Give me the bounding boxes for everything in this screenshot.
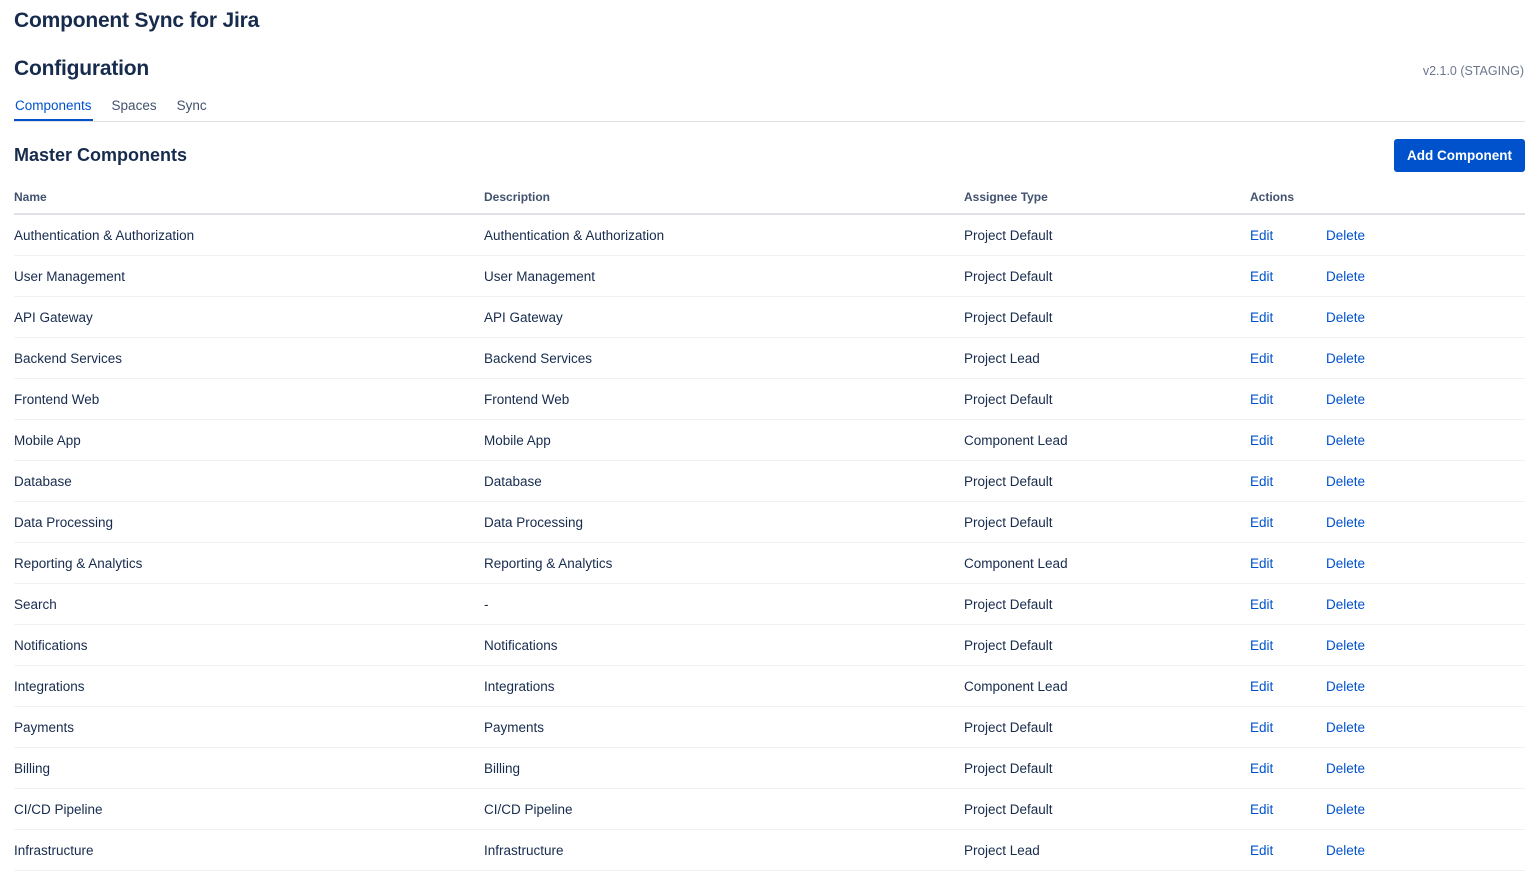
app-title: Component Sync for Jira <box>14 9 260 32</box>
column-header-description: Description <box>484 190 964 214</box>
delete-link[interactable]: Delete <box>1326 228 1366 243</box>
edit-link[interactable]: Edit <box>1250 515 1274 530</box>
components-table <box>14 190 1525 871</box>
table-row <box>14 502 1525 543</box>
delete-link[interactable]: Delete <box>1326 802 1366 817</box>
delete-link[interactable]: Delete <box>1326 556 1366 571</box>
cell-name: API Gateway <box>14 297 484 338</box>
cell-actions <box>1250 502 1525 543</box>
cell-description: Data Processing <box>484 502 964 543</box>
table-row <box>14 338 1525 379</box>
table-row <box>14 461 1525 502</box>
cell-actions <box>1250 748 1525 789</box>
edit-link[interactable]: Edit <box>1250 351 1274 366</box>
cell-description: Billing <box>484 748 964 789</box>
cell-name: User Management <box>14 256 484 297</box>
cell-assignee-type: Project Default <box>964 748 1250 789</box>
edit-link[interactable]: Edit <box>1250 433 1274 448</box>
cell-actions <box>1250 666 1525 707</box>
cell-name: CI/CD Pipeline <box>14 789 484 830</box>
cell-name: Authentication & Authorization <box>14 214 484 256</box>
cell-name: Infrastructure <box>14 830 484 871</box>
cell-assignee-type: Project Default <box>964 256 1250 297</box>
delete-link[interactable]: Delete <box>1326 269 1366 284</box>
delete-link[interactable]: Delete <box>1326 392 1366 407</box>
delete-link[interactable]: Delete <box>1326 474 1366 489</box>
cell-assignee-type: Project Default <box>964 584 1250 625</box>
cell-description: CI/CD Pipeline <box>484 789 964 830</box>
table-row <box>14 707 1525 748</box>
delete-link[interactable]: Delete <box>1326 351 1366 366</box>
cell-description: Payments <box>484 707 964 748</box>
cell-assignee-type: Project Lead <box>964 338 1250 379</box>
cell-description: API Gateway <box>484 297 964 338</box>
table-row <box>14 748 1525 789</box>
cell-actions <box>1250 297 1525 338</box>
edit-link[interactable]: Edit <box>1250 761 1274 776</box>
tab-spaces[interactable]: Spaces <box>111 98 158 121</box>
cell-description: Infrastructure <box>484 830 964 871</box>
edit-link[interactable]: Edit <box>1250 843 1274 858</box>
cell-name: Frontend Web <box>14 379 484 420</box>
cell-actions <box>1250 543 1525 584</box>
cell-actions <box>1250 789 1525 830</box>
table-row <box>14 625 1525 666</box>
table-row <box>14 543 1525 584</box>
column-header-assignee-type: Assignee Type <box>964 190 1250 214</box>
delete-link[interactable]: Delete <box>1326 761 1366 776</box>
cell-name: Data Processing <box>14 502 484 543</box>
cell-actions <box>1250 338 1525 379</box>
cell-actions <box>1250 214 1525 256</box>
table-row <box>14 379 1525 420</box>
cell-description: Authentication & Authorization <box>484 214 964 256</box>
edit-link[interactable]: Edit <box>1250 310 1274 325</box>
edit-link[interactable]: Edit <box>1250 638 1274 653</box>
cell-assignee-type: Component Lead <box>964 543 1250 584</box>
delete-link[interactable]: Delete <box>1326 720 1366 735</box>
delete-link[interactable]: Delete <box>1326 310 1366 325</box>
cell-actions <box>1250 707 1525 748</box>
configuration-header <box>14 57 1525 81</box>
version-label: v2.1.0 (STAGING) <box>1422 64 1524 78</box>
cell-assignee-type: Project Default <box>964 297 1250 338</box>
cell-assignee-type: Project Lead <box>964 830 1250 871</box>
cell-name: Database <box>14 461 484 502</box>
edit-link[interactable]: Edit <box>1250 474 1274 489</box>
cell-description: Frontend Web <box>484 379 964 420</box>
cell-name: Payments <box>14 707 484 748</box>
cell-description: Integrations <box>484 666 964 707</box>
edit-link[interactable]: Edit <box>1250 269 1274 284</box>
edit-link[interactable]: Edit <box>1250 392 1274 407</box>
cell-description: User Management <box>484 256 964 297</box>
table-row <box>14 830 1525 871</box>
cell-assignee-type: Component Lead <box>964 420 1250 461</box>
delete-link[interactable]: Delete <box>1326 515 1366 530</box>
cell-actions <box>1250 584 1525 625</box>
cell-assignee-type: Project Default <box>964 379 1250 420</box>
cell-name: Reporting & Analytics <box>14 543 484 584</box>
cell-description: Database <box>484 461 964 502</box>
cell-assignee-type: Project Default <box>964 625 1250 666</box>
table-head <box>14 190 1525 214</box>
table-row <box>14 214 1525 256</box>
cell-name: Backend Services <box>14 338 484 379</box>
edit-link[interactable]: Edit <box>1250 228 1274 243</box>
cell-name: Mobile App <box>14 420 484 461</box>
cell-actions <box>1250 256 1525 297</box>
page-root <box>0 9 1539 871</box>
table-row <box>14 666 1525 707</box>
cell-assignee-type: Component Lead <box>964 666 1250 707</box>
section-title: Master Components <box>14 145 188 165</box>
cell-actions <box>1250 461 1525 502</box>
table-row <box>14 297 1525 338</box>
tab-components[interactable]: Components <box>14 98 93 121</box>
cell-actions <box>1250 830 1525 871</box>
edit-link[interactable]: Edit <box>1250 679 1274 694</box>
cell-name: Notifications <box>14 625 484 666</box>
cell-name: Search <box>14 584 484 625</box>
cell-assignee-type: Project Default <box>964 214 1250 256</box>
table-body <box>14 214 1525 871</box>
section-header <box>14 139 1525 172</box>
edit-link[interactable]: Edit <box>1250 556 1274 571</box>
cell-name: Billing <box>14 748 484 789</box>
tab-bar <box>14 98 1525 122</box>
table-row <box>14 789 1525 830</box>
delete-link[interactable]: Delete <box>1326 843 1366 858</box>
cell-assignee-type: Project Default <box>964 502 1250 543</box>
delete-link[interactable]: Delete <box>1326 433 1366 448</box>
page-title: Configuration <box>14 57 150 80</box>
column-header-actions: Actions <box>1250 190 1525 214</box>
cell-assignee-type: Project Default <box>964 707 1250 748</box>
cell-description: Reporting & Analytics <box>484 543 964 584</box>
column-header-name: Name <box>14 190 484 214</box>
delete-link[interactable]: Delete <box>1326 638 1366 653</box>
cell-actions <box>1250 379 1525 420</box>
cell-description: Backend Services <box>484 338 964 379</box>
table-header-row <box>14 190 1525 214</box>
table-row <box>14 256 1525 297</box>
edit-link[interactable]: Edit <box>1250 802 1274 817</box>
cell-description: - <box>484 584 964 625</box>
cell-description: Notifications <box>484 625 964 666</box>
tab-sync[interactable]: Sync <box>176 98 208 121</box>
add-component-button[interactable]: Add Component <box>1394 139 1525 172</box>
cell-assignee-type: Project Default <box>964 789 1250 830</box>
cell-actions <box>1250 625 1525 666</box>
delete-link[interactable]: Delete <box>1326 679 1366 694</box>
cell-assignee-type: Project Default <box>964 461 1250 502</box>
cell-actions <box>1250 420 1525 461</box>
edit-link[interactable]: Edit <box>1250 597 1274 612</box>
cell-description: Mobile App <box>484 420 964 461</box>
table-row <box>14 420 1525 461</box>
table-row <box>14 584 1525 625</box>
cell-name: Integrations <box>14 666 484 707</box>
delete-link[interactable]: Delete <box>1326 597 1366 612</box>
edit-link[interactable]: Edit <box>1250 720 1274 735</box>
